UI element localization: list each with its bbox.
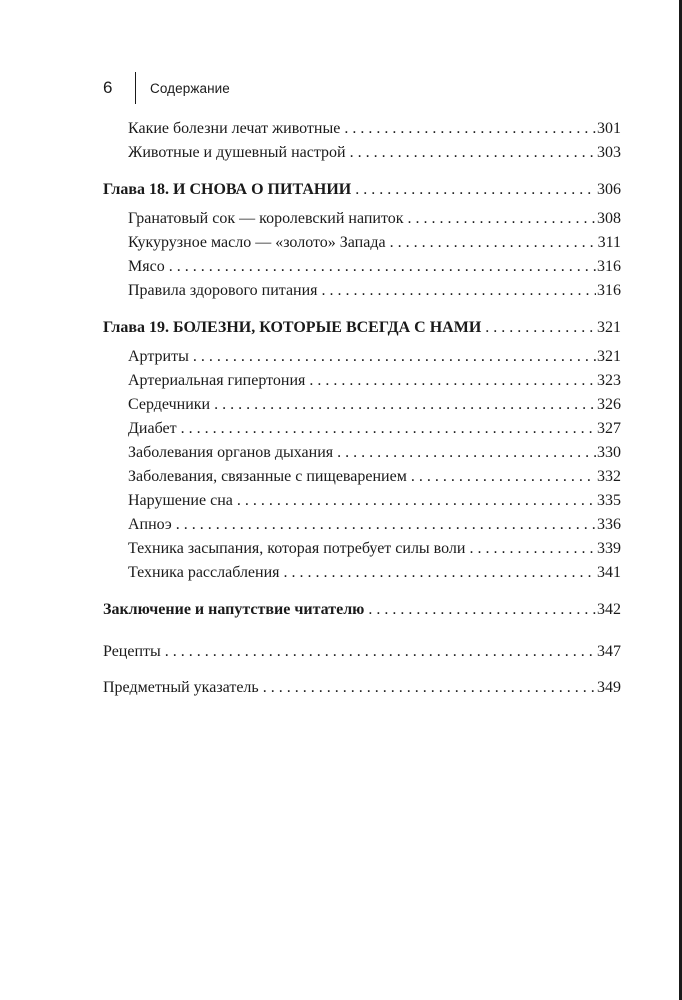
toc-chapter-title: Глава 18. И СНОВА О ПИТАНИИ xyxy=(103,181,352,198)
toc-section-page: 347 xyxy=(597,643,621,660)
toc-chapter-title: Заключение и напутствие читателю xyxy=(103,601,365,618)
toc-entry-title: Апноэ xyxy=(128,516,172,533)
toc-entry-title: Заболевания органов дыхания xyxy=(128,444,334,461)
toc-entry-page: 301 xyxy=(597,120,621,137)
toc-section[interactable] xyxy=(103,676,621,700)
toc-entry[interactable] xyxy=(128,207,621,231)
toc-entry-title: Сердечники xyxy=(128,396,211,413)
toc-entry[interactable] xyxy=(128,231,621,255)
toc-entry[interactable] xyxy=(128,465,621,489)
toc-section-title: Рецепты xyxy=(103,643,161,660)
dot-leader xyxy=(309,369,596,393)
page-number: 6 xyxy=(103,78,113,97)
toc-entry[interactable] xyxy=(128,513,621,537)
toc-entry-page: 330 xyxy=(597,444,621,461)
toc-entry-title: Заболевания, связанные с пищеварением xyxy=(128,468,407,485)
toc-entry-page: 332 xyxy=(597,468,621,485)
dot-leader xyxy=(181,417,596,441)
toc-entry-page: 316 xyxy=(597,258,621,275)
toc-entry[interactable] xyxy=(128,417,621,441)
toc-entry-page: 316 xyxy=(597,282,621,299)
dot-leader xyxy=(284,561,596,585)
dot-leader xyxy=(350,141,596,165)
toc-entry-title: Техника расслабления xyxy=(128,564,280,581)
toc-entry-page: 303 xyxy=(597,144,621,161)
dot-leader xyxy=(337,441,596,465)
running-header xyxy=(103,72,230,104)
dot-leader xyxy=(165,640,596,664)
toc-chapter-page: 321 xyxy=(597,319,621,336)
toc-entry-title: Артериальная гипертония xyxy=(128,372,306,389)
toc-chapter[interactable] xyxy=(103,598,621,622)
toc-entry[interactable] xyxy=(128,279,621,303)
dot-leader xyxy=(193,345,596,369)
toc-entry[interactable] xyxy=(128,141,621,165)
toc-entry[interactable] xyxy=(128,561,621,585)
toc-chapter-title: Глава 19. БОЛЕЗНИ, КОТОРЫЕ ВСЕГДА С НАМИ xyxy=(103,319,482,336)
toc-section[interactable] xyxy=(103,640,621,664)
toc-entry-title: Животные и душевный настрой xyxy=(128,144,346,161)
toc-chapter-page: 306 xyxy=(597,181,621,198)
toc-entry-page: 336 xyxy=(597,516,621,533)
dot-leader xyxy=(344,117,596,141)
toc-entry[interactable] xyxy=(128,369,621,393)
toc-entry-page: 308 xyxy=(597,210,621,227)
toc-chapter[interactable] xyxy=(103,316,621,340)
toc-entry[interactable] xyxy=(128,345,621,369)
toc-entry-page: 326 xyxy=(597,396,621,413)
header-divider xyxy=(135,72,136,104)
dot-leader xyxy=(169,255,596,279)
running-title: Содержание xyxy=(150,80,230,96)
toc-entry[interactable] xyxy=(128,537,621,561)
dot-leader xyxy=(355,178,596,202)
toc-entry-page: 323 xyxy=(597,372,621,389)
toc-section-title: Предметный указатель xyxy=(103,679,259,696)
dot-leader xyxy=(214,393,596,417)
toc-entry[interactable] xyxy=(128,441,621,465)
toc-entry-page: 321 xyxy=(597,348,621,365)
toc-entry-title: Мясо xyxy=(128,258,165,275)
toc-entry[interactable] xyxy=(128,489,621,513)
toc-entry-title: Гранатовый сок — королевский напиток xyxy=(128,210,404,227)
toc-section-page: 349 xyxy=(597,679,621,696)
dot-leader xyxy=(176,513,596,537)
toc-entry-page: 327 xyxy=(597,420,621,437)
dot-leader xyxy=(411,465,596,489)
dot-leader xyxy=(390,231,597,255)
toc-entry-title: Артриты xyxy=(128,348,189,365)
dot-leader xyxy=(368,598,596,622)
toc-entry-title: Кукурузное масло — «золото» Запада xyxy=(128,234,386,251)
toc-entry-page: 335 xyxy=(597,492,621,509)
dot-leader xyxy=(408,207,596,231)
toc-entry-page: 339 xyxy=(597,540,621,557)
toc-entry-title: Нарушение сна xyxy=(128,492,233,509)
toc-entry[interactable] xyxy=(128,117,621,141)
toc-chapter[interactable] xyxy=(103,178,621,202)
dot-leader xyxy=(263,676,596,700)
toc-entry[interactable] xyxy=(128,393,621,417)
toc-entry[interactable] xyxy=(128,255,621,279)
toc-entry-title: Какие болезни лечат животные xyxy=(128,120,341,137)
toc-entry-title: Техника засыпания, которая потребует силы воли xyxy=(128,540,466,557)
dot-leader xyxy=(322,279,596,303)
dot-leader xyxy=(485,316,596,340)
toc-entry-page: 311 xyxy=(597,234,621,251)
toc-entry-title: Диабет xyxy=(128,420,177,437)
dot-leader xyxy=(237,489,596,513)
toc-entry-title: Правила здорового питания xyxy=(128,282,318,299)
dot-leader xyxy=(469,537,596,561)
toc-chapter-page: 342 xyxy=(597,601,621,618)
toc-entry-page: 341 xyxy=(597,564,621,581)
